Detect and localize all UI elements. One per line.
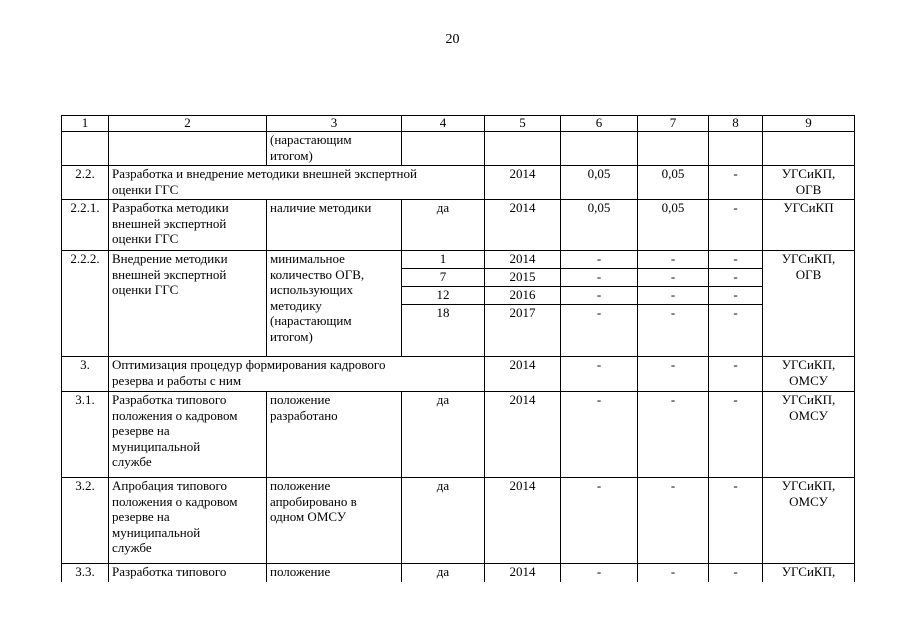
indicator-cell: (нарастающим итогом) xyxy=(267,132,402,166)
col7-cell: 0,05 xyxy=(638,166,709,200)
table-row xyxy=(62,200,855,251)
page-number: 20 xyxy=(445,32,460,47)
header-cell: 4 xyxy=(402,116,485,132)
col6-cell: - xyxy=(561,478,638,564)
col8-cell: - xyxy=(709,564,763,582)
table-row xyxy=(62,478,855,564)
value-cell: да xyxy=(402,392,485,478)
header-cell: 5 xyxy=(485,116,561,132)
col7-cell: - xyxy=(638,251,709,269)
col6-cell: 0,05 xyxy=(561,200,638,251)
name-cell: Разработка типового положения о кадровом резерве на муниципальной службе xyxy=(109,392,267,478)
table-row xyxy=(62,564,855,582)
executor-cell: УГСиКП xyxy=(763,200,855,251)
col7-cell: - xyxy=(638,564,709,582)
col8-cell: - xyxy=(709,392,763,478)
executor-cell: УГСиКП, ОМСУ xyxy=(763,478,855,564)
executor-cell: УГСиКП, xyxy=(763,564,855,582)
plan-table xyxy=(61,115,855,582)
year-cell xyxy=(485,132,561,166)
table-row xyxy=(62,392,855,478)
col7-cell: - xyxy=(638,357,709,392)
executor-cell xyxy=(763,132,855,166)
col8-cell: - xyxy=(709,287,763,305)
year-cell: 2015 xyxy=(485,269,561,287)
num-cell: 3.2. xyxy=(62,478,109,564)
indicator-cell: положение разработано xyxy=(267,392,402,478)
col7-cell: - xyxy=(638,305,709,357)
year-cell: 2014 xyxy=(485,478,561,564)
col8-cell xyxy=(709,132,763,166)
year-cell: 2017 xyxy=(485,305,561,357)
col6-cell: - xyxy=(561,287,638,305)
merged-title-cell: Разработка и внедрение методики внешней экспертной оценки ГГС xyxy=(109,166,485,200)
year-cell: 2014 xyxy=(485,200,561,251)
header-cell: 6 xyxy=(561,116,638,132)
name-cell: Разработка типового xyxy=(109,564,267,582)
indicator-cell: наличие методики xyxy=(267,200,402,251)
num-cell: 2.2. xyxy=(62,166,109,200)
col6-cell xyxy=(561,132,638,166)
col8-cell: - xyxy=(709,305,763,357)
header-cell: 9 xyxy=(763,116,855,132)
table-row xyxy=(62,251,855,269)
num-cell: 3.3. xyxy=(62,564,109,582)
header-row xyxy=(62,116,855,132)
value-cell: да xyxy=(402,200,485,251)
col8-cell: - xyxy=(709,269,763,287)
col7-cell: - xyxy=(638,392,709,478)
col6-cell: - xyxy=(561,357,638,392)
name-cell: Внедрение методики внешней экспертной оценки ГГС xyxy=(109,251,267,357)
header-cell: 3 xyxy=(267,116,402,132)
year-cell: 2014 xyxy=(485,564,561,582)
executor-cell: УГСиКП, ОМСУ xyxy=(763,392,855,478)
col6-cell: - xyxy=(561,251,638,269)
indicator-cell: положение апробировано в одном ОМСУ xyxy=(267,478,402,564)
executor-cell: УГСиКП, ОГВ xyxy=(763,251,855,357)
header-cell: 8 xyxy=(709,116,763,132)
col7-cell: 0,05 xyxy=(638,200,709,251)
merged-title-cell: Оптимизация процедур формирования кадрового резерва и работы с ним xyxy=(109,357,485,392)
name-cell: Разработка методики внешней экспертной оценки ГГС xyxy=(109,200,267,251)
name-cell xyxy=(109,132,267,166)
col8-cell: - xyxy=(709,478,763,564)
table-row xyxy=(62,166,855,200)
col8-cell: - xyxy=(709,166,763,200)
year-cell: 2014 xyxy=(485,357,561,392)
num-cell: 2.2.2. xyxy=(62,251,109,357)
year-cell: 2014 xyxy=(485,166,561,200)
year-cell: 2016 xyxy=(485,287,561,305)
col7-cell: - xyxy=(638,269,709,287)
col6-cell: - xyxy=(561,305,638,357)
year-cell: 2014 xyxy=(485,251,561,269)
num-cell: 2.2.1. xyxy=(62,200,109,251)
header-cell: 1 xyxy=(62,116,109,132)
value-cell: да xyxy=(402,478,485,564)
num-cell xyxy=(62,132,109,166)
table-row xyxy=(62,357,855,392)
indicator-cell: положение xyxy=(267,564,402,582)
value-cell xyxy=(402,132,485,166)
value-cell: 18 xyxy=(402,305,485,357)
value-cell: 1 xyxy=(402,251,485,269)
col7-cell: - xyxy=(638,478,709,564)
value-cell: 12 xyxy=(402,287,485,305)
col6-cell: - xyxy=(561,269,638,287)
value-cell: да xyxy=(402,564,485,582)
col8-cell: - xyxy=(709,357,763,392)
col7-cell: - xyxy=(638,287,709,305)
col8-cell: - xyxy=(709,200,763,251)
col8-cell: - xyxy=(709,251,763,269)
num-cell: 3. xyxy=(62,357,109,392)
header-cell: 7 xyxy=(638,116,709,132)
col7-cell xyxy=(638,132,709,166)
executor-cell: УГСиКП, ОГВ xyxy=(763,166,855,200)
col6-cell: 0,05 xyxy=(561,166,638,200)
col6-cell: - xyxy=(561,392,638,478)
value-cell: 7 xyxy=(402,269,485,287)
year-cell: 2014 xyxy=(485,392,561,478)
num-cell: 3.1. xyxy=(62,392,109,478)
table-row xyxy=(62,132,855,166)
name-cell: Апробация типового положения о кадровом резерве на муниципальной службе xyxy=(109,478,267,564)
col6-cell: - xyxy=(561,564,638,582)
header-cell: 2 xyxy=(109,116,267,132)
indicator-cell: минимальное количество ОГВ, использующих методику (нарастающим итогом) xyxy=(267,251,402,357)
executor-cell: УГСиКП, ОМСУ xyxy=(763,357,855,392)
